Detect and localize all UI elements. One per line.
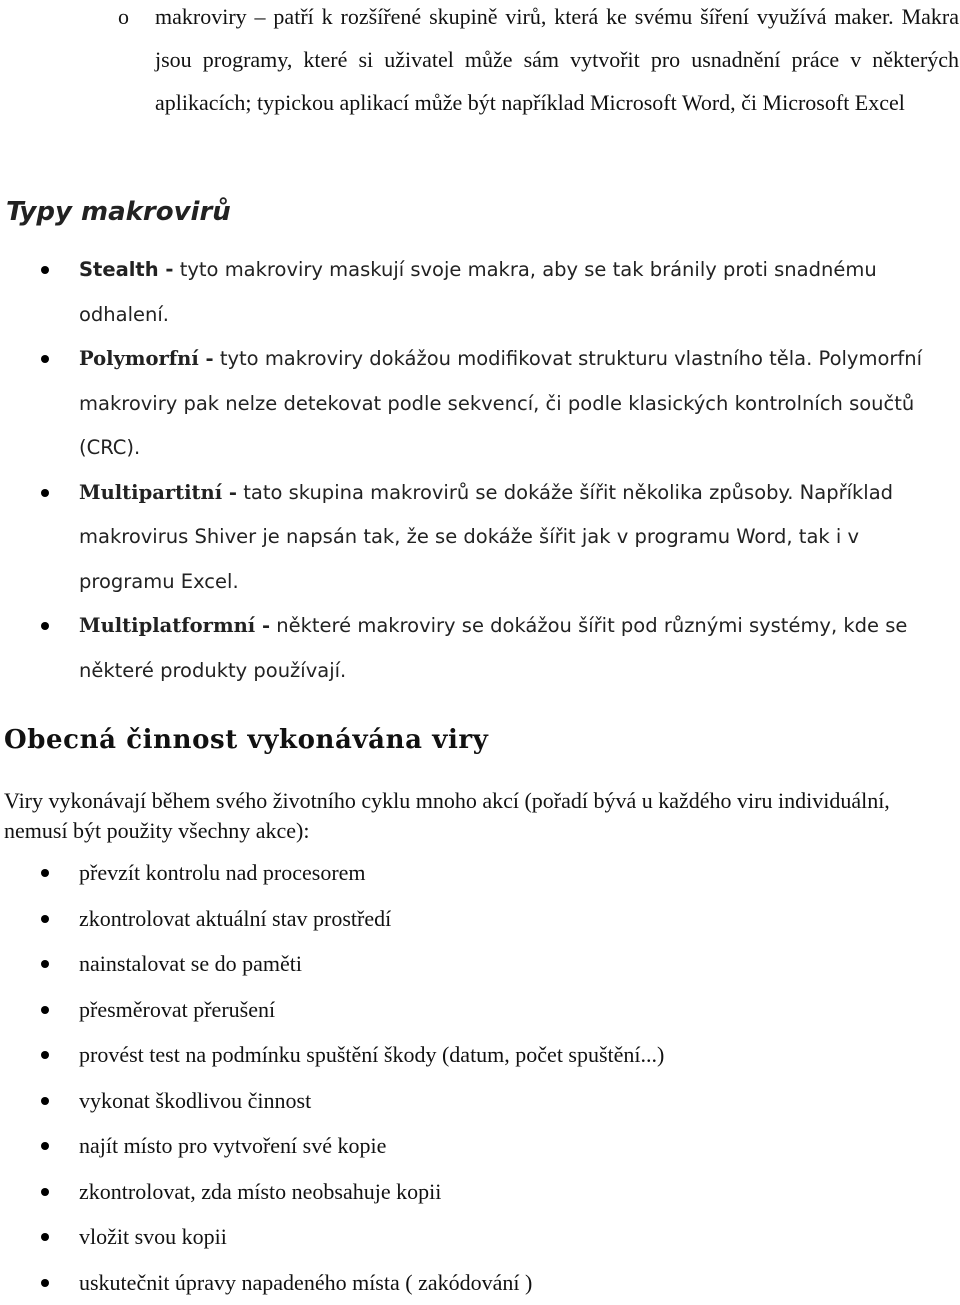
list-item-text: nainstalovat se do paměti — [79, 951, 302, 976]
list-item — [0, 896, 960, 942]
list-item — [0, 987, 960, 1033]
list-item — [0, 1169, 960, 1215]
circle-bullet-marker: o — [118, 0, 129, 38]
bullet-icon — [41, 489, 49, 497]
type-term: Stealth - — [79, 258, 174, 281]
list-item-text: uskutečnit úpravy napadeného místa ( zakódování ) — [79, 1270, 532, 1295]
list-item — [0, 941, 960, 987]
type-item-polymorfni — [0, 337, 960, 471]
type-description: tyto makroviry maskují svoje makra, aby se tak bránily proti snadnému odhalení. — [79, 258, 877, 326]
bullet-icon — [41, 1188, 49, 1196]
section-heading: Obecná činnost vykonávána viry — [4, 718, 488, 762]
virus-actions-list — [0, 850, 960, 1305]
bullet-icon — [41, 1097, 49, 1105]
bullet-icon — [41, 1051, 49, 1059]
list-item — [0, 1123, 960, 1169]
bullet-icon — [41, 960, 49, 968]
makroviry-paragraph: makroviry – patří k rozšířené skupině virů, která ke svému šíření využívá maker. Makra jsou programy, které si uživatel může sám vytvořit pro usnadnění práce v některých aplikacích; typickou aplikací může být například Microsoft Word, či Microsoft Excel — [155, 0, 959, 124]
list-item-text: najít místo pro vytvoření své kopie — [79, 1133, 386, 1158]
type-term: Multipartitní - — [79, 481, 237, 504]
type-term: Polymorfní - — [79, 347, 214, 370]
type-item-stealth — [0, 248, 960, 337]
list-item-text: přesměrovat přerušení — [79, 997, 275, 1022]
type-description: některé makroviry se dokážou šířit pod různými systémy, kde se některé produkty používají. — [79, 614, 907, 682]
bullet-icon — [41, 869, 49, 877]
bullet-icon — [41, 1006, 49, 1014]
macro-virus-types-list — [0, 248, 960, 693]
bullet-icon — [41, 622, 49, 630]
type-description: tato skupina makrovirů se dokáže šířit několika způsoby. Například makrovirus Shiver je napsán tak, že se dokáže šířit jak v programu Word, tak i v programu Excel. — [79, 481, 893, 593]
bullet-icon — [41, 266, 49, 274]
list-item — [0, 1078, 960, 1124]
list-item-text: převzít kontrolu nad procesorem — [79, 860, 366, 885]
bullet-icon — [41, 1233, 49, 1241]
bullet-icon — [41, 1142, 49, 1150]
bullet-icon — [41, 915, 49, 923]
list-item — [0, 1032, 960, 1078]
bullet-icon — [41, 1279, 49, 1287]
list-item-text: vložit svou kopii — [79, 1224, 227, 1249]
types-heading: Typy makrovirů — [6, 192, 231, 232]
type-description: tyto makroviry dokážou modifikovat strukturu vlastního těla. Polymorfní makroviry pak nelze detekovat podle sekvencí, či podle klasických kontrolních součtů (CRC). — [79, 347, 922, 459]
list-item — [0, 1214, 960, 1260]
list-item-text: zkontrolovat aktuální stav prostředí — [79, 906, 391, 931]
type-item-multipartitni — [0, 471, 960, 605]
type-term: Multiplatformní - — [79, 614, 270, 637]
list-item — [0, 850, 960, 896]
list-item-text: zkontrolovat, zda místo neobsahuje kopii — [79, 1179, 441, 1204]
bullet-icon — [41, 355, 49, 363]
intro-paragraph: Viry vykonávají během svého životního cyklu mnoho akcí (pořadí bývá u každého viru individuální, nemusí být použity všechny akce): — [4, 786, 924, 846]
type-item-multiplatformni — [0, 604, 960, 693]
list-item-text: provést test na podmínku spuštění škody (datum, počet spuštění...) — [79, 1042, 664, 1067]
sub-bullet-item — [0, 0, 960, 124]
list-item-text: vykonat škodlivou činnost — [79, 1088, 311, 1113]
list-item — [0, 1260, 960, 1305]
